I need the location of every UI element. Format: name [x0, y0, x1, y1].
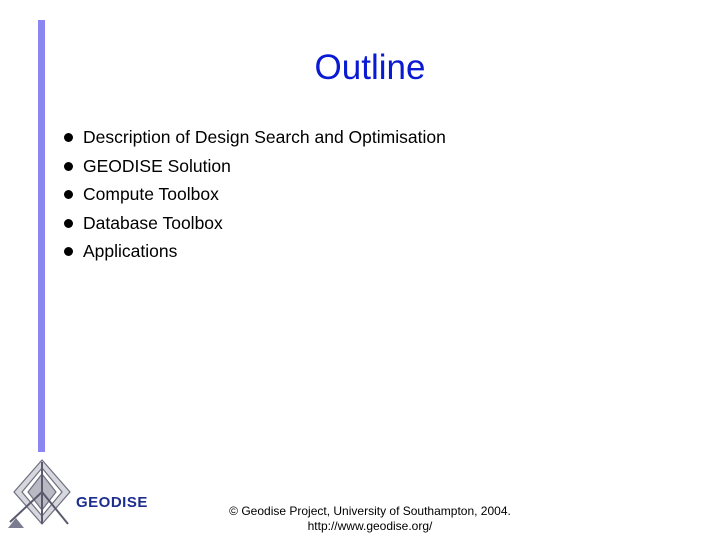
copyright-text: © Geodise Project, University of Southampton, 2004. [229, 504, 511, 518]
bullet-text: Description of Design Search and Optimisation [83, 127, 446, 147]
bullet-icon [64, 162, 73, 171]
bullet-text: Applications [83, 241, 178, 261]
side-accent-bar [38, 20, 45, 452]
geodise-logo-icon [6, 458, 72, 530]
bullet-icon [64, 190, 73, 199]
footer-url: http://www.geodise.org/ [307, 519, 433, 533]
bullet-icon [64, 133, 73, 142]
footer [220, 504, 520, 534]
bullet-text: Database Toolbox [83, 212, 223, 233]
bullet-text: Compute Toolbox [83, 184, 219, 204]
bullet-icon [64, 219, 73, 228]
bullet-icon [64, 247, 73, 256]
bullet-text: GEODISE Solution [83, 155, 231, 176]
slide-title: Outline [314, 48, 426, 87]
logo-wordmark: GEODISE [76, 494, 148, 511]
